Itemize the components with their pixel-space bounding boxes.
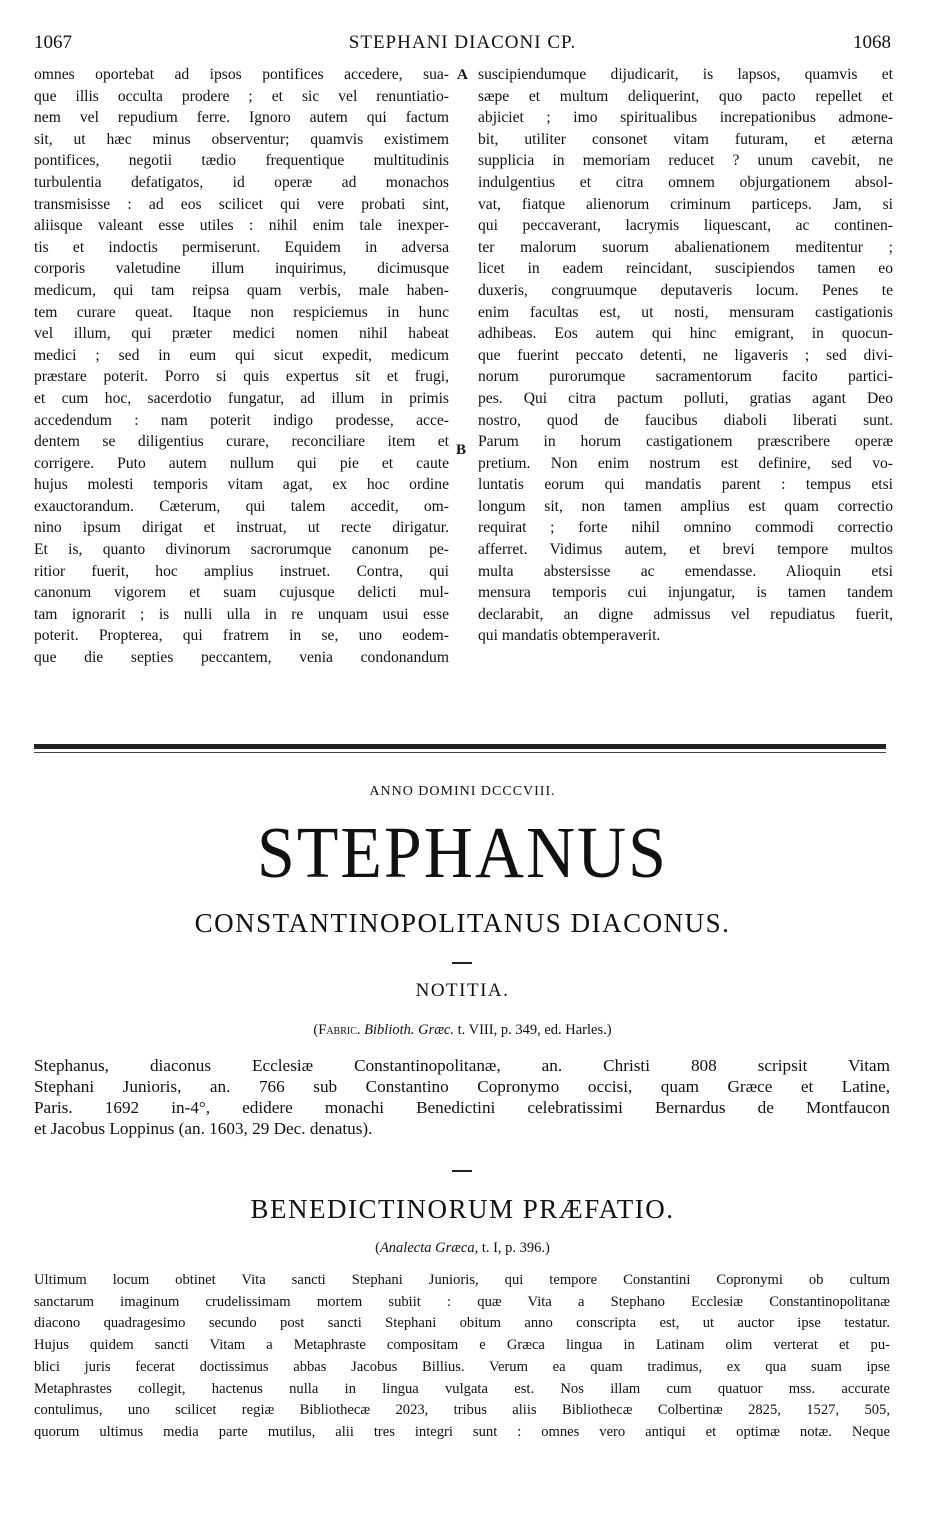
- text-line: vat, fiatque alienorum criminum particeps. Jam, si: [478, 195, 893, 213]
- text-line: mensura temporis cui injungatur, is tamen tandem: [478, 584, 893, 602]
- text-line: omnes oportebat ad ipsos pontifices accedere, sua-: [34, 66, 449, 83]
- source-rest: t. VIII, p. 349, ed. Harles.): [457, 1022, 612, 1038]
- source-author: Fabric.: [318, 1022, 361, 1038]
- text-line: indulgentius et citra omnem objurgationem absol-: [478, 173, 893, 191]
- section-marker-b: B: [456, 442, 467, 458]
- text-line: Hujus quidem sancti Vitam a Metaphraste compositam e Græca lingua in Latinam olim verterat et pu-: [34, 1337, 890, 1354]
- text-line: medicum, qui tam reipsa quam verbis, male haben-: [34, 281, 449, 299]
- text-line: et cum hoc, sacerdotio fungatur, ad illum in primis: [34, 389, 449, 407]
- main-title: STEPHANUS: [257, 810, 668, 894]
- short-rule: [452, 1170, 472, 1172]
- text-line: hujus molesti temporis vitam agat, ex hoc ordine: [34, 476, 449, 494]
- text-line: bit, utiliter consonet vitam futuram, et æterna: [478, 130, 893, 148]
- right-column: [478, 64, 893, 647]
- text-line: afferret. Vidimus autem, et brevi tempore multos: [478, 541, 893, 559]
- text-line: Ultimum locum obtinet Vita sancti Stephani Junioris, qui tempore Constantini Copronymi ob cultum: [34, 1272, 890, 1288]
- text-line: nino ipsum dirigat et instruat, ut recte dirigatur.: [34, 519, 449, 537]
- text-line: ter malorum suorum abalienationem meditentur ;: [478, 238, 893, 256]
- text-line: poterit. Propterea, qui fratrem in se, uno eodem-: [34, 627, 449, 645]
- source-open: (: [375, 1240, 380, 1256]
- text-line: licet in eadem reincidant, suscipiendos tamen eo: [478, 260, 893, 278]
- text-line: præstare poterit. Porro si quis expertus sit et frugi,: [34, 368, 449, 386]
- text-line: que illis occulta prodere ; et sic vel renuntiatio-: [34, 87, 449, 105]
- section-marker-a: A: [457, 67, 468, 83]
- text-line: multa abstersisse ac emendasse. Alioquin etsi: [478, 562, 893, 580]
- text-line: que fuerint peccato detenti, ne ligaveris ; sed divi-: [478, 346, 893, 364]
- text-line: accedendum : nam poterit indigo prodesse, acce-: [34, 411, 449, 429]
- text-line: contulimus, uno scilicet regiæ Bibliothecæ 2023, tribus aliis Bibliothecæ Colbertinæ 2825, 1527, 505,: [34, 1402, 890, 1419]
- preface-paragraph: [34, 1270, 890, 1444]
- text-line: qui mandatis obtemperaverit.: [478, 627, 661, 645]
- left-column: [34, 64, 449, 669]
- text-line: suscipiendumque dijudicarit, is lapsos, quamvis et: [478, 66, 893, 83]
- text-line: canonum vigorem et suam cujusque delicti mul-: [34, 584, 449, 602]
- text-line: que die septies peccantem, venia condonandum: [34, 649, 449, 667]
- text-line: Et is, quanto divinorum sacrorumque canonum pe-: [34, 541, 449, 559]
- text-line: adhibeas. Eos autem qui hinc emigrant, in quocun-: [478, 325, 893, 343]
- text-line: duxeris, congruumque deputaveris locum. Penes te: [478, 281, 893, 299]
- text-line: dentem se diligentius curare, reconciliare item et: [34, 433, 449, 451]
- text-line: Stephani Junioris, an. 766 sub Constantino Copronymo occisi, quam Græce et Latine,: [34, 1077, 890, 1096]
- preface-source: [0, 1240, 925, 1257]
- running-title: STEPHANI DIACONI CP.: [348, 32, 577, 53]
- notitia-paragraph: [34, 1055, 890, 1139]
- text-line: tam ignorarit ; is nulli ulla in re unquam usui esse: [34, 605, 449, 623]
- text-line: norum purorumque sacramentorum facito partici-: [478, 368, 893, 386]
- text-line: supplicia in memoriam reducet ? unum cavebit, ne: [478, 152, 893, 170]
- source-rest: t. I, p. 396.): [481, 1240, 550, 1256]
- text-line: abjiciet ; imo spiritualibus increpationibus admone-: [478, 109, 893, 127]
- text-line: luntatis eorum qui mandatis parent : tempus etsi: [478, 476, 893, 494]
- notitia-heading: NOTITIA.: [415, 980, 510, 1001]
- text-line: sanctarum imaginum crudelissimam mortem subiit : quæ Vita a Stephano Ecclesiæ Constantinopolitanæ: [34, 1293, 890, 1310]
- text-line: medici ; sed in eum qui sicut expedit, medicum: [34, 346, 449, 364]
- text-line: tem curare queat. Itaque non respiciemus in hunc: [34, 303, 449, 321]
- text-line: vel illum, qui præter medici nomen nihil habeat: [34, 325, 449, 343]
- text-line: diacono quadragesimo secundo post sancti Stephani obitum anno conscripta est, ut auctor ipse testatur.: [34, 1315, 890, 1332]
- year-heading: ANNO DOMINI DCCCVIII.: [369, 784, 556, 799]
- text-line: nem vel repudium ferre. Ignoro autem qui factum: [34, 109, 449, 127]
- short-rule: [452, 962, 472, 964]
- text-line: sæpe et multum deliquerint, quo pacto repellet et: [478, 87, 893, 105]
- text-line: pretium. Non enim nostrum est definire, sed vo-: [478, 454, 893, 472]
- text-line: enim facultas est, ut nosti, mensuram castigationis: [478, 303, 893, 321]
- text-line: et Jacobus Loppinus (an. 1603, 29 Dec. denatus).: [34, 1119, 373, 1138]
- text-line: corporis valetudine illum inquirimus, dicimusque: [34, 260, 449, 278]
- text-line: Parum in horum castigationem præscribere operæ: [478, 433, 893, 451]
- text-line: blici juris fecerat doctissimus abbas Jacobus Billius. Verum ea quam tradimus, ex qua suam ipse: [34, 1358, 890, 1375]
- text-line: tis et indoctis permiserunt. Equidem in adversa: [34, 238, 449, 256]
- running-head: [34, 32, 891, 56]
- text-line: transmisisse : ad eos scilicet qui vere probati sint,: [34, 195, 449, 213]
- text-line: Stephanus, diaconus Ecclesiæ Constantinopolitanæ, an. Christi 808 scripsit Vitam: [34, 1056, 890, 1075]
- text-line: pes. Qui citra pactum polluti, gratias agant Deo: [478, 389, 893, 407]
- text-line: quorum ultimus media parte mutilus, alii tres integri sunt : omnes vero antiqui et optimæ notæ. Neque: [34, 1423, 890, 1440]
- text-line: Metaphrastes collegit, hactenus nulla in lingua vulgata est. Nos illam cum quatuor mss. accurate: [34, 1380, 890, 1397]
- text-line: ritior fuerit, hoc amplius instruet. Contra, qui: [34, 562, 449, 580]
- page-number-right: 1068: [853, 32, 891, 53]
- text-line: sit, ut hæc minus observentur; quamvis existimem: [34, 130, 449, 148]
- text-line: longum sit, non tamen amplius est quam correctio: [478, 497, 893, 515]
- text-line: declarabit, an digne admissus vel repudiatus fuerit,: [478, 605, 893, 623]
- section-divider-thin: [34, 752, 886, 753]
- text-line: Paris. 1692 in-4°, edidere monachi Benedictini celebratissimi Bernardus de Montfaucon: [34, 1098, 890, 1117]
- two-column-text: [34, 64, 892, 734]
- text-line: nostro, quod de faucibus diaboli liberati sunt.: [478, 411, 893, 429]
- section-divider-thick: [34, 744, 886, 749]
- text-line: exauctorandum. Cæterum, qui talem accedit, om-: [34, 497, 449, 515]
- notitia-source: [0, 1022, 925, 1039]
- sub-title: CONSTANTINOPOLITANUS DIACONUS.: [194, 908, 731, 938]
- text-line: corrigere. Puto autem nullum qui pie et caute: [34, 454, 449, 472]
- text-line: requirat ; forte nihil omnino commodi correctio: [478, 519, 893, 537]
- source-open: (: [313, 1022, 319, 1038]
- preface-heading: BENEDICTINORUM PRÆFATIO.: [250, 1194, 675, 1224]
- text-line: qui peccaverant, lacrymis liquescant, ac continen-: [478, 217, 893, 235]
- text-line: aliisque valeant esse utiles : nihil enim tale inexper-: [34, 217, 449, 235]
- source-work: Analecta Græca,: [379, 1240, 479, 1256]
- page-number-left: 1067: [34, 32, 72, 53]
- source-work: Biblioth. Græc.: [364, 1022, 454, 1038]
- text-line: turbulentia defatigatos, id operæ ad monachos: [34, 173, 449, 191]
- text-line: pontifices, negotii tædio frequentique multitudinis: [34, 152, 449, 170]
